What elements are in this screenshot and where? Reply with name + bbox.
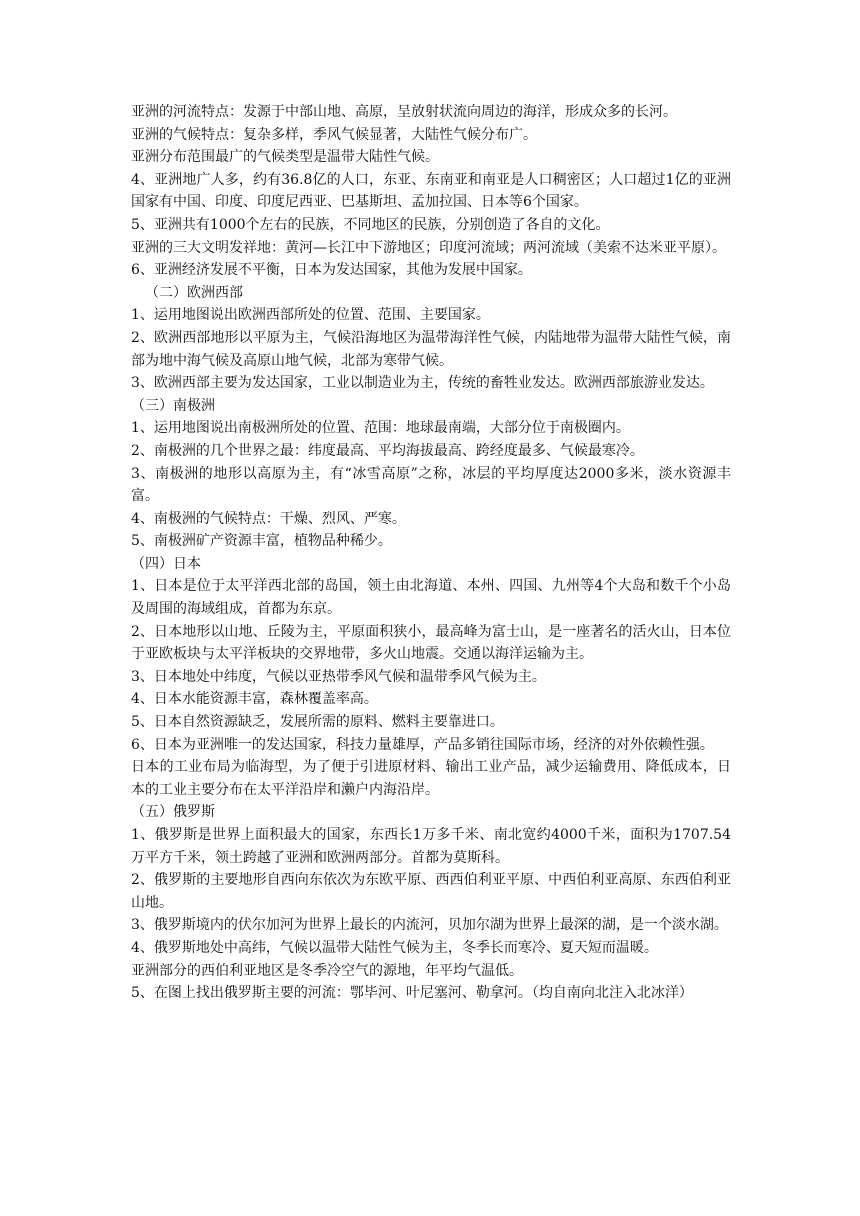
section-heading: （五）俄罗斯 — [131, 804, 215, 821]
paragraph: 4、南极洲的气候特点：干燥、烈风、严寒。 — [131, 510, 406, 527]
paragraph: 4、亚洲地广人多，约有36.8亿的人口，东亚、东南亚和南亚是人口稠密区；人口超过1亿的亚洲国家有中国、印度、印度尼西亚、巴基斯坦、孟加拉国、日本等6个国家。 — [131, 171, 731, 211]
paragraph: 1、运用地图说出欧洲西部所处的位置、范围、主要国家。 — [131, 307, 490, 324]
paragraph: 3、日本地处中纬度，气候以亚热带季风气候和温带季风气候为主。 — [131, 668, 546, 685]
paragraph: 亚洲的河流特点：发源于中部山地、高原，呈放射状流向周边的海洋，形成众多的长河。 — [131, 104, 677, 120]
paragraph: 1、俄罗斯是世界上面积最大的国家，东西长1万多千米、南北宽约4000千米，面积为1707.54万平方千米，领土跨越了亚洲和欧洲两部分。首都为莫斯科。 — [131, 827, 731, 866]
paragraph: 3、俄罗斯境内的伏尔加河为世界上最长的内流河，贝加尔湖为世界上最深的湖，是一个淡水湖。 — [131, 917, 728, 934]
paragraph: 1、日本是位于太平洋西北部的岛国，领土由北海道、本州、四国、九州等4个大岛和数千个小岛及周围的海域组成，首都为东京。 — [131, 578, 731, 618]
paragraph: 亚洲部分的西伯利亚地区是冬季冷空气的源地，年平均气温低。 — [131, 962, 523, 979]
section-heading: （四）日本 — [131, 555, 201, 572]
paragraph: 1、运用地图说出南极洲所处的位置、范围：地球最南端，大部分位于南极圈内。 — [131, 420, 630, 437]
paragraph: 5、在图上找出俄罗斯主要的河流：鄂毕河、叶尼塞河、勒拿河。（均自南向北注入北冰洋） — [131, 985, 693, 1002]
paragraph: 5、南极洲矿产资源丰富，植物品种稀少。 — [131, 533, 392, 550]
paragraph: 5、日本自然资源缺乏，发展所需的原料、燃料主要靠进口。 — [131, 714, 504, 731]
paragraph: 3、欧洲西部主要为发达国家，工业以制造业为主，传统的畜牲业发达。欧洲西部旅游业发达。 — [131, 375, 714, 392]
paragraph: 4、日本水能资源丰富，森林覆盖率高。 — [131, 691, 378, 708]
paragraph: 6、亚洲经济发展不平衡，日本为发达国家，其他为发展中国家。 — [131, 262, 532, 279]
paragraph: 5、亚洲共有1000个左右的民族，不同地区的民族，分别创造了各自的文化。 — [131, 216, 610, 233]
section-heading: （三）南极洲 — [131, 397, 215, 414]
paragraph: 2、欧洲西部地形以平原为主，气候沿海地区为温带海洋性气候，内陆地带为温带大陆性气候，南部为地中海气候及高原山地气候，北部为寒带气候。 — [131, 329, 731, 369]
paragraph: 亚洲的气候特点：复杂多样，季风气候显著，大陆性气候分布广。 — [131, 126, 537, 143]
paragraph: 2、日本地形以山地、丘陵为主，平原面积狭小，最高峰为富士山，是一座著名的活火山，日本位于亚欧板块与太平洋板块的交界地带，多火山地震。交通以海洋运输为主。 — [131, 623, 731, 663]
paragraph: 6、日本为亚洲唯一的发达国家，科技力量雄厚，产品多销往国际市场，经济的对外依赖性强。 — [131, 736, 714, 753]
paragraph: 4、俄罗斯地处中高纬，气候以温带大陆性气候为主，冬季长而寒冷、夏天短而温暖。 — [131, 939, 658, 956]
paragraph: 2、南极洲的几个世界之最：纬度最高、平均海拔最高、跨经度最多、气候最寒冷。 — [131, 442, 644, 459]
paragraph: 3、南极洲的地形以高原为主，有“冰雪高原”之称，冰层的平均厚度达2000多米，淡水资源丰富。 — [131, 465, 731, 505]
paragraph: 日本的工业布局为临海型，为了便于引进原材料、输出工业产品，减少运输费用、降低成本，日本的工业主要分布在太平洋沿岸和濑户内海沿岸。 — [131, 759, 731, 798]
paragraph: 2、俄罗斯的主要地形自西向东依次为东欧平原、西西伯利亚平原、中西伯利亚高原、东西伯利亚山地。 — [131, 872, 731, 911]
paragraph: 亚洲的三大文明发祥地：黄河—长江中下游地区；印度河流域；两河流域（美索不达米亚平原）。 — [131, 239, 726, 256]
paragraph: 亚洲分布范围最广的气候类型是温带大陆性气候。 — [131, 149, 439, 166]
document-page — [131, 101, 731, 1005]
section-heading: （二）欧洲西部 — [145, 284, 243, 301]
